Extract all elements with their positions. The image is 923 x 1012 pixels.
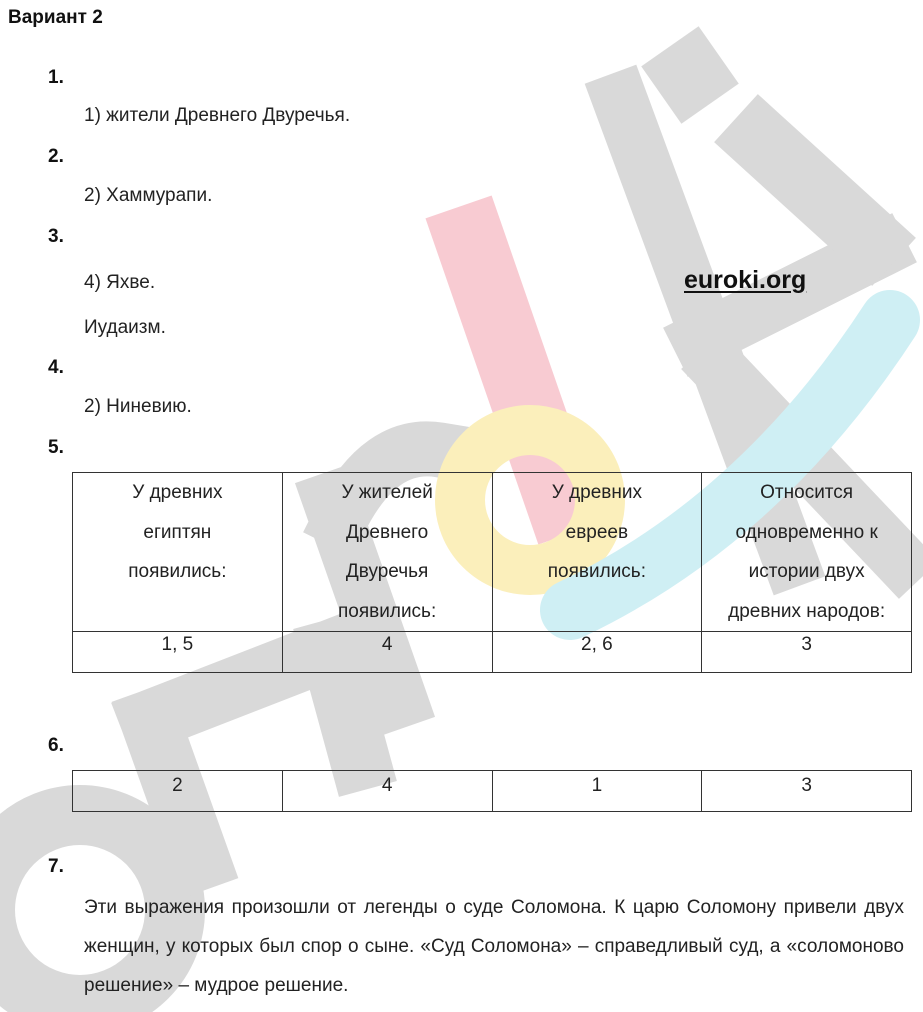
header-cell-egypt bbox=[73, 473, 283, 632]
value-cell: 4 bbox=[282, 771, 492, 812]
header-line: одновременно к bbox=[735, 521, 878, 543]
header-line: появились: bbox=[547, 561, 646, 582]
value-cell: 2 bbox=[73, 771, 283, 812]
value-cell: 3 bbox=[702, 632, 912, 673]
header-line: истории двух bbox=[748, 561, 865, 582]
question-3-extra: Иудаизм. bbox=[84, 317, 166, 338]
header-line: У древних bbox=[132, 482, 223, 503]
question-6-table bbox=[72, 770, 912, 812]
value-cell: 1 bbox=[492, 771, 702, 812]
question-3-number: 3. bbox=[48, 226, 64, 247]
value-cell: 4 bbox=[282, 632, 492, 673]
question-2-number: 2. bbox=[48, 146, 64, 167]
question-3-answer: 4) Яхве. bbox=[84, 272, 156, 293]
question-4-number: 4. bbox=[48, 357, 64, 378]
question-2-answer: 2) Хаммурапи. bbox=[84, 185, 213, 206]
table-row bbox=[73, 771, 912, 812]
table-header-row bbox=[73, 473, 912, 632]
question-5-number: 5. bbox=[48, 437, 64, 458]
header-line: Двуречья bbox=[345, 561, 429, 582]
variant-title: Вариант 2 bbox=[8, 7, 103, 28]
header-line: У древних bbox=[551, 482, 643, 503]
question-7-number: 7. bbox=[48, 856, 64, 877]
header-line: Относится bbox=[760, 482, 854, 503]
value-cell: 1, 5 bbox=[73, 632, 283, 673]
header-line: Древнего bbox=[346, 521, 429, 543]
header-line: появились: bbox=[338, 600, 437, 622]
question-1-answer: 1) жители Древнего Двуречья. bbox=[84, 105, 351, 126]
question-6-number: 6. bbox=[48, 735, 64, 756]
header-line: евреев bbox=[565, 521, 629, 543]
question-7-answer: Эти выражения произошли от легенды о суде Соломона. К царю Соломону привели двух женщин, у которых был спор о сыне. «Суд Соломона» – справедливый суд, а «соломоново решение» – мудрое решение. bbox=[84, 897, 904, 996]
header-line: У жителей bbox=[341, 482, 433, 503]
header-cell-both bbox=[702, 473, 912, 632]
header-line: появились: bbox=[128, 561, 227, 582]
header-line: древних народов: bbox=[728, 600, 886, 622]
header-line: египтян bbox=[143, 521, 212, 543]
question-5-table bbox=[72, 472, 912, 673]
question-1-number: 1. bbox=[48, 67, 64, 88]
header-cell-hebrews bbox=[492, 473, 702, 632]
value-cell: 2, 6 bbox=[492, 632, 702, 673]
site-link[interactable]: euroki.org bbox=[684, 266, 807, 294]
header-cell-mesopotamia bbox=[282, 473, 492, 632]
value-cell: 3 bbox=[702, 771, 912, 812]
question-4-answer: 2) Ниневию. bbox=[84, 396, 192, 417]
table-values-row bbox=[73, 632, 912, 673]
